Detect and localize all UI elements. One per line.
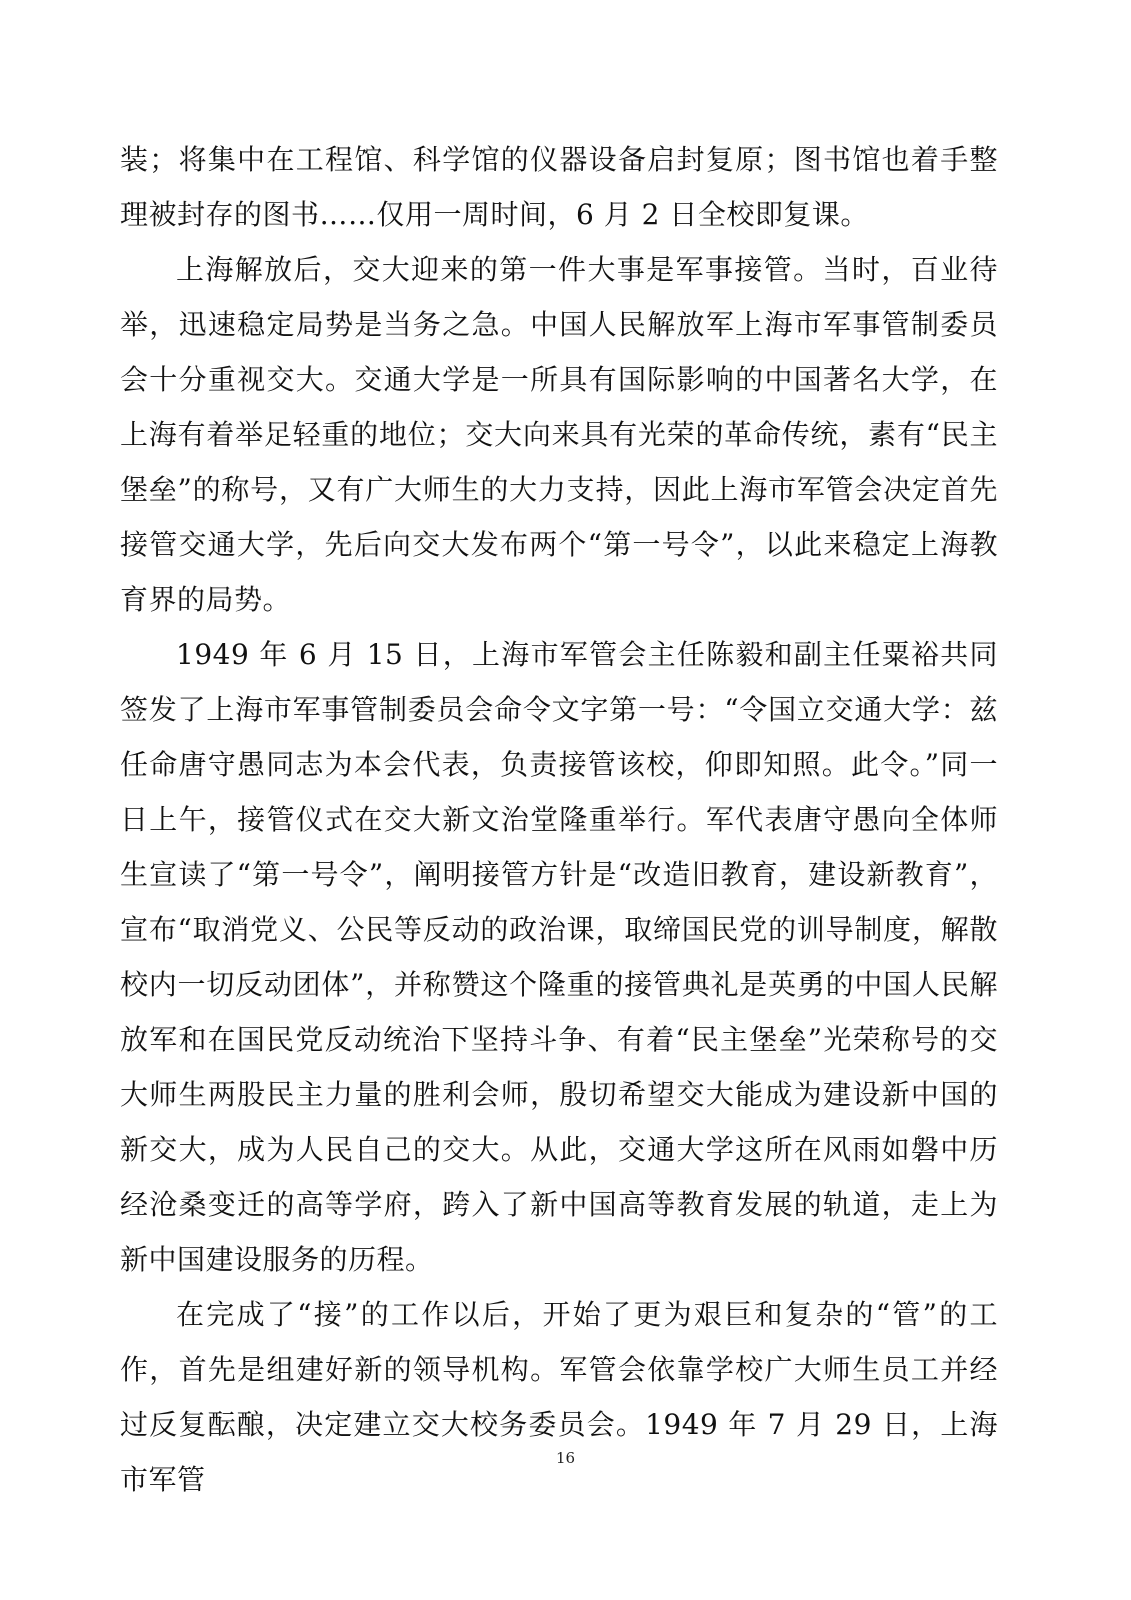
paragraph-military-takeover: 上海解放后，交大迎来的第一件大事是军事接管。当时，百业待举，迅速稳定局势是当务之急。中国人民解放军上海市军事管制委员会十分重视交大。交通大学是一所具有国际影响的中国著名大学，在上海有着举足轻重的地位；交大向来具有光荣的革命传统，素有“民主堡垒”的称号，又有广大师生的大力支持，因此上海市军管会决定首先接管交通大学，先后向交大发布两个“第一号令”，以此来稳定上海教育界的局势。 (120, 253, 998, 616)
page-number: 16 (555, 1449, 576, 1467)
body-text (120, 132, 998, 1507)
paragraph-continuation: 装；将集中在工程馆、科学馆的仪器设备启封复原；图书馆也着手整理被封存的图书……仅用一周时间，6 月 2 日全校即复课。 (120, 143, 998, 231)
paragraph-order-number-one: 1949 年 6 月 15 日，上海市军管会主任陈毅和副主任粟裕共同签发了上海市军事管制委员会命令文字第一号：“令国立交通大学：兹任命唐守愚同志为本会代表，负责接管该校，仰即知照。此令。”同一日上午，接管仪式在交大新文治堂隆重举行。军代表唐守愚向全体师生宣读了“第一号令”，阐明接管方针是“改造旧教育，建设新教育”，宣布“取消党义、公民等反动的政治课，取缔国民党的训导制度，解散校内一切反动团体”，并称赞这个隆重的接管典礼是英勇的中国人民解放军和在国民党反动统治下坚持斗争、有着“民主堡垒”光荣称号的交大师生两股民主力量的胜利会师，殷切希望交大能成为建设新中国的新交大，成为人民自己的交大。从此，交通大学这所在风雨如磐中历经沧桑变迁的高等学府，跨入了新中国高等教育发展的轨道，走上为新中国建设服务的历程。 (120, 638, 998, 1276)
paragraph-administration: 在完成了“接”的工作以后，开始了更为艰巨和复杂的“管”的工作，首先是组建好新的领导机构。军管会依靠学校广大师生员工并经过反复酝酿，决定建立交大校务委员会。1949 年 7 月 29 日，上海市军管 (120, 1298, 998, 1496)
